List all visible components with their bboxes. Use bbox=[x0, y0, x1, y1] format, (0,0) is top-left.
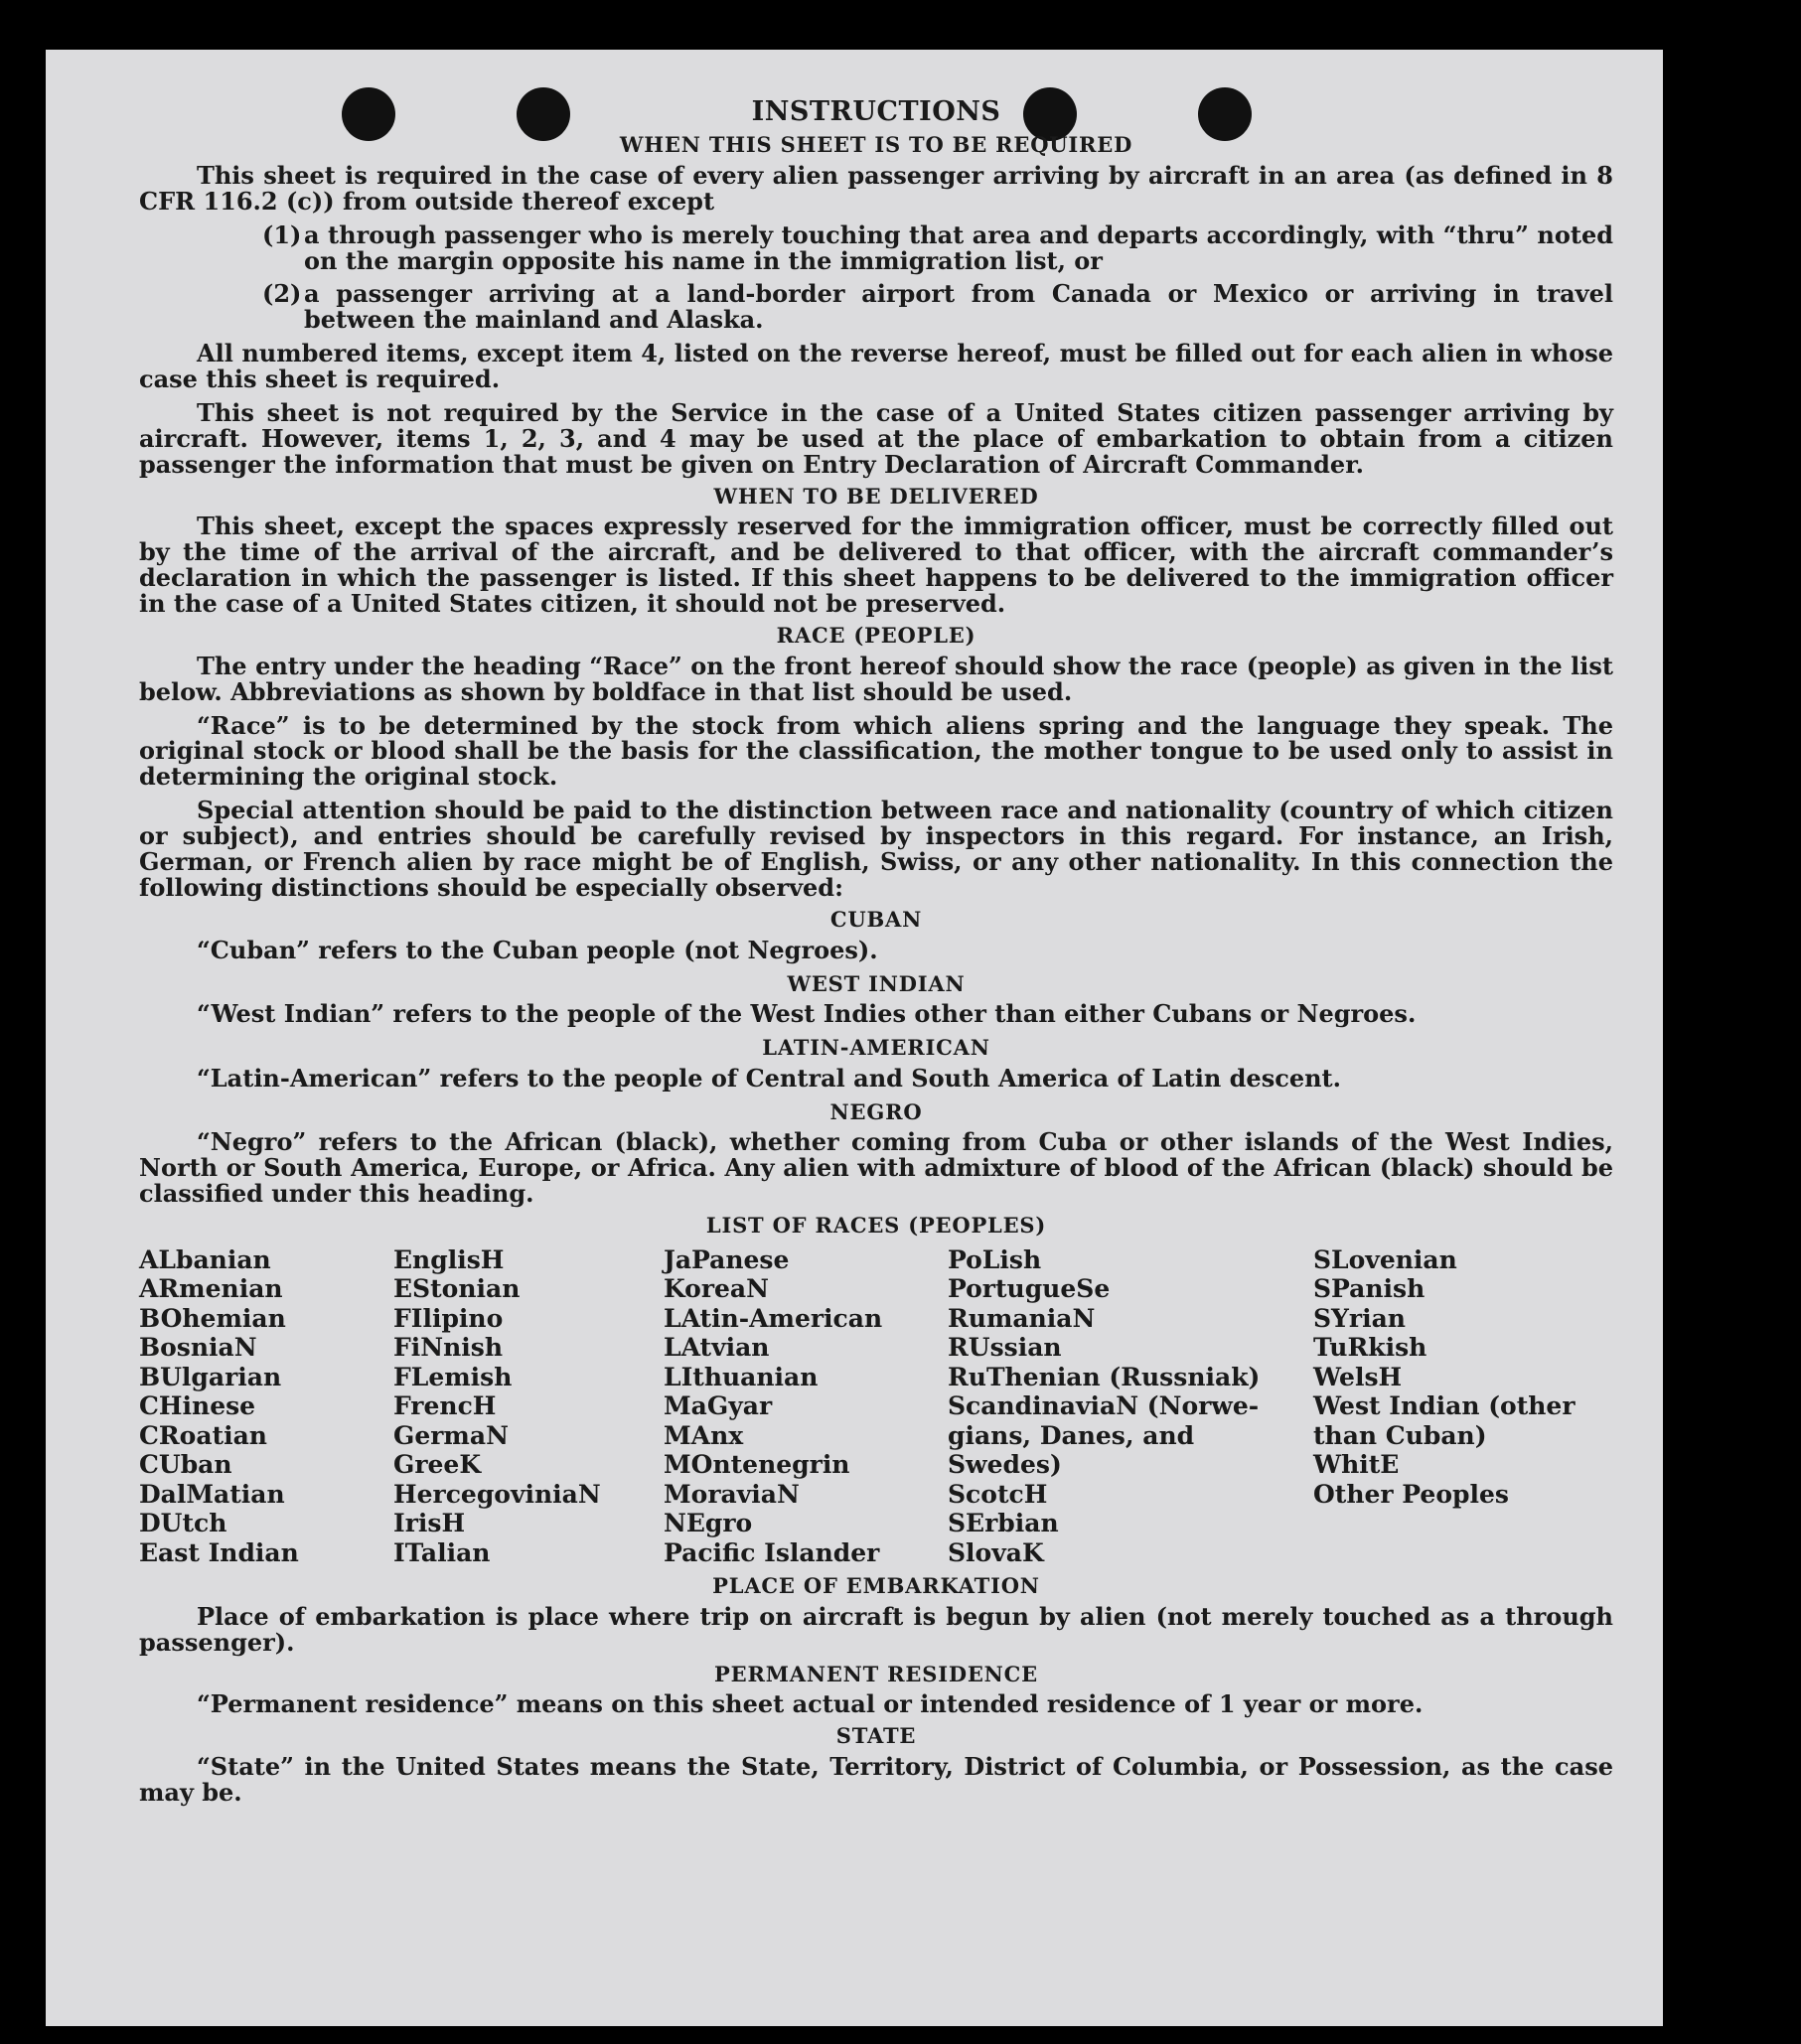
race-entry: IrisH bbox=[393, 1509, 466, 1538]
race-entry: Swedes) bbox=[948, 1450, 1062, 1480]
race-entry: Pacific Islander bbox=[664, 1537, 880, 1567]
paragraph: The entry under the heading “Race” on the front hereof should show the race (people) as given in the list below. Abbreviations as shown by boldface in that list should be used. bbox=[139, 651, 1613, 706]
races-column-1 bbox=[139, 1245, 393, 1568]
paragraph: “Race” is to be determined by the stock from which aliens spring and the language they speak. The original stock or blood shall be the basis for the classification, the mother tongue to be used only to assist in determining the original stock. bbox=[139, 710, 1613, 792]
exception-item-1 bbox=[262, 219, 1613, 275]
race-entry: FiNnish bbox=[393, 1333, 504, 1363]
race-entry: SlovaK bbox=[948, 1537, 1044, 1567]
race-entry: DalMatian bbox=[139, 1479, 285, 1509]
race-entry: FLemish bbox=[393, 1362, 513, 1391]
definition-west-indian: “West Indian” refers to the people of the West Indies other than either Cubans or Negroes. bbox=[197, 999, 1417, 1029]
race-entry: BOhemian bbox=[139, 1303, 286, 1333]
exception-item-2 bbox=[262, 281, 1613, 333]
race-entry: FrencH bbox=[393, 1391, 497, 1421]
races-column-2 bbox=[393, 1245, 664, 1568]
races-column-5 bbox=[1313, 1245, 1611, 1568]
race-entry: SErbian bbox=[948, 1509, 1059, 1538]
race-entry: BUlgarian bbox=[139, 1362, 282, 1391]
definition-residence: “Permanent residence” means on this sheet actual or intended residence of 1 year or more. bbox=[197, 1689, 1424, 1719]
race-entry: PortugueSe bbox=[948, 1274, 1111, 1304]
item-text: a passenger arriving at a land-border airport from Canada or Mexico or arriving in travel between the mainland and Alaska. bbox=[304, 279, 1613, 335]
race-entry: SPanish bbox=[1313, 1274, 1426, 1304]
race-entry: EnglisH bbox=[393, 1244, 505, 1274]
race-entry: LIthuanian bbox=[664, 1362, 819, 1391]
race-entry: MaGyar bbox=[664, 1391, 773, 1421]
race-entry: WelsH bbox=[1313, 1362, 1403, 1391]
race-entry: CRoatian bbox=[139, 1420, 267, 1450]
race-entry: LAtvian bbox=[664, 1333, 770, 1363]
race-entry: SLovenian bbox=[1313, 1244, 1457, 1274]
race-entry: ALbanian bbox=[139, 1244, 271, 1274]
section-heading-state: STATE bbox=[835, 1723, 917, 1749]
race-entry: RuThenian (Russniak) bbox=[948, 1362, 1261, 1391]
paragraph: Special attention should be paid to the distinction between race and nationality (country of which citizen or subject), and entries should be carefully revised by inspectors in this regard. For instance, an Irish, German, or French alien by race might be of English, Swiss, or any other nationality. In this connection the following distinctions should be especially observed: bbox=[139, 796, 1613, 903]
race-entry: GermaN bbox=[393, 1420, 509, 1450]
page-title: INSTRUCTIONS bbox=[751, 96, 1001, 127]
race-entry: East Indian bbox=[139, 1537, 299, 1567]
race-entry: FIlipino bbox=[393, 1303, 504, 1333]
definition-negro: “Negro” refers to the African (black), whether coming from Cuba or other islands of the West Indies, North or South America, Europe, or Africa. Any alien with admixture of blood of the African (black) should be classified under this heading. bbox=[139, 1127, 1613, 1209]
race-entry: Other Peoples bbox=[1313, 1479, 1509, 1509]
race-entry: KoreaN bbox=[664, 1274, 769, 1304]
paragraph: All numbered items, except item 4, listed on the reverse hereof, must be filled out for each alien in whose case this sheet is required. bbox=[139, 339, 1613, 394]
section-heading-list-of-races: LIST OF RACES (PEOPLES) bbox=[705, 1213, 1047, 1239]
instructions-content bbox=[139, 97, 1613, 1814]
race-entry: MAnx bbox=[664, 1420, 744, 1450]
paragraph: This sheet is required in the case of every alien passenger arriving by aircraft in an area (as defined in 8 CFR 116.2 (c)) from outside thereof except bbox=[139, 160, 1613, 216]
race-entry: ARmenian bbox=[139, 1274, 283, 1304]
section-heading-cuban: CUBAN bbox=[829, 906, 923, 932]
definition-state: “State” in the United States means the State, Territory, District of Columbia, or Possession, as the case may be. bbox=[139, 1751, 1613, 1807]
item-number: (1) bbox=[262, 219, 302, 249]
races-column-4 bbox=[948, 1245, 1313, 1568]
definition-embarkation: Place of embarkation is place where trip on aircraft is begun by alien (not merely touched as a through passenger). bbox=[139, 1601, 1613, 1657]
race-entry: RUssian bbox=[948, 1333, 1062, 1363]
section-heading-when-delivered: WHEN TO BE DELIVERED bbox=[713, 483, 1039, 509]
document-sheet bbox=[46, 50, 1663, 2026]
race-entry: LAtin-American bbox=[664, 1303, 883, 1333]
race-entry: ScandinaviaN (Norwe- bbox=[948, 1391, 1260, 1421]
section-heading-negro: NEGRO bbox=[829, 1098, 923, 1124]
race-entry: EStonian bbox=[393, 1274, 521, 1304]
race-entry: JaPanese bbox=[664, 1244, 790, 1274]
race-entry: West Indian (other bbox=[1313, 1391, 1576, 1421]
race-entry: HercegoviniaN bbox=[393, 1479, 601, 1509]
paragraph: This sheet is not required by the Service in the case of a United States citizen passenger arriving by aircraft. However, items 1, 2, 3, and 4 may be used at the place of embarkation to obtain from a citizen passenger the information that must be given on Entry Declaration of Aircraft Commander. bbox=[139, 398, 1613, 479]
race-entry: RumaniaN bbox=[948, 1303, 1096, 1333]
race-entry: TuRkish bbox=[1313, 1333, 1427, 1363]
race-entry: SYrian bbox=[1313, 1303, 1406, 1333]
race-entry: PoLish bbox=[948, 1244, 1042, 1274]
item-text: a through passenger who is merely touching that area and departs accordingly, with “thru” noted on the margin opposite his name in the immigration list, or bbox=[304, 219, 1613, 275]
race-entry: MOntenegrin bbox=[664, 1450, 850, 1480]
section-heading-when-required: WHEN THIS SHEET IS TO BE REQUIRED bbox=[619, 132, 1133, 158]
definition-latin-american: “Latin-American” refers to the people of Central and South America of Latin descent. bbox=[197, 1063, 1341, 1093]
race-entry: ITalian bbox=[393, 1537, 491, 1567]
race-entry: than Cuban) bbox=[1313, 1420, 1487, 1450]
race-entry: MoraviaN bbox=[664, 1479, 800, 1509]
paragraph: This sheet, except the spaces expressly reserved for the immigration officer, must be correctly filled out by the time of the arrival of the aircraft, and be delivered to that officer, with the aircraft commander’s declaration in which the passenger is listed. If this sheet happens to be delivered to the immigration officer in the case of a United States citizen, it should not be preserved. bbox=[139, 511, 1613, 619]
races-column-3 bbox=[664, 1245, 948, 1568]
races-list bbox=[139, 1245, 1613, 1568]
definition-cuban: “Cuban” refers to the Cuban people (not Negroes). bbox=[197, 935, 878, 964]
race-entry: BosniaN bbox=[139, 1333, 257, 1363]
race-entry: ScotcH bbox=[948, 1479, 1048, 1509]
race-entry: DUtch bbox=[139, 1509, 227, 1538]
section-heading-latin-american: LATIN-AMERICAN bbox=[762, 1035, 990, 1061]
race-entry: WhitE bbox=[1313, 1450, 1400, 1480]
race-entry: CUban bbox=[139, 1450, 232, 1480]
section-heading-west-indian: WEST INDIAN bbox=[787, 970, 966, 996]
race-entry: NEgro bbox=[664, 1509, 753, 1538]
race-entry: GreeK bbox=[393, 1450, 482, 1480]
race-entry: CHinese bbox=[139, 1391, 256, 1421]
section-heading-embarkation: PLACE OF EMBARKATION bbox=[712, 1573, 1040, 1599]
section-heading-race: RACE (PEOPLE) bbox=[776, 623, 976, 649]
section-heading-residence: PERMANENT RESIDENCE bbox=[714, 1661, 1038, 1686]
item-number: (2) bbox=[262, 279, 302, 309]
race-entry: gians, Danes, and bbox=[948, 1420, 1195, 1450]
